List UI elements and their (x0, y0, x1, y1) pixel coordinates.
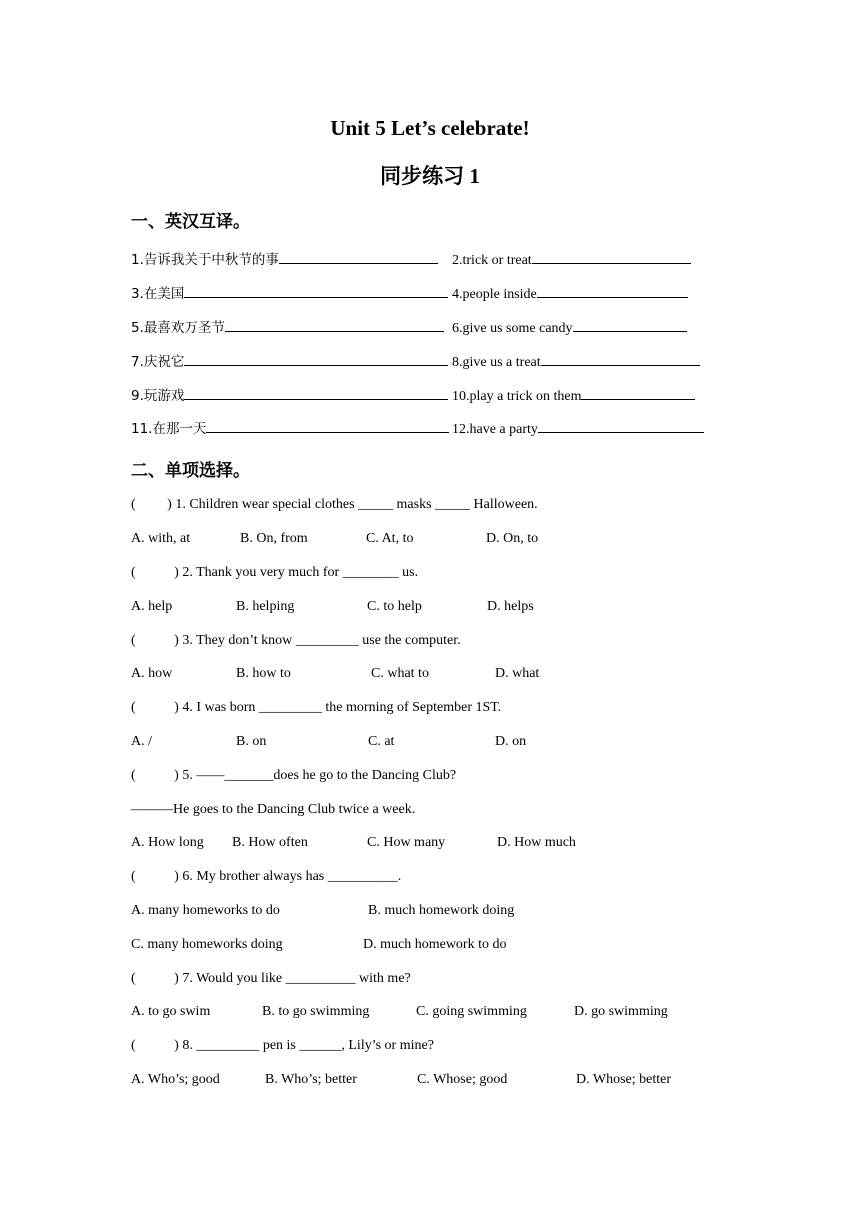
option-c: C. Whose; good (417, 1072, 508, 1087)
item-text: 9.玩游戏 (131, 388, 185, 404)
list-item (452, 419, 704, 437)
option-d: D. go swimming (574, 1004, 668, 1019)
option-c: C. How many (367, 835, 446, 850)
option-c: C. At, to (366, 531, 414, 546)
item-text: 2.trick or treat (452, 253, 532, 268)
question-1: ( ) 1. Children wear special clothes _____ masks _____ Halloween. (131, 497, 538, 512)
item-text: 10.play a trick on them (452, 389, 582, 404)
section-2-heading: 二、单项选择。 (131, 461, 250, 481)
question-4: ( ) 4. I was born _________ the morning of September 1ST. (131, 700, 502, 715)
item-text: 8.give us a treat (452, 355, 541, 370)
option-a: A. / (131, 734, 152, 749)
list-item (131, 250, 438, 268)
list-item (131, 419, 449, 437)
page-subtitle: 同步练习 1 (380, 164, 480, 188)
answer-blank (537, 284, 688, 298)
item-text: 5.最喜欢万圣节 (131, 320, 225, 336)
answer-blank (184, 352, 448, 366)
answer-blank (279, 250, 438, 264)
answer-blank (225, 318, 444, 332)
answer-blank (184, 284, 448, 298)
option-a: A. How long (131, 835, 204, 850)
list-item (131, 386, 448, 404)
option-d: D. helps (487, 599, 534, 614)
option-d: D. what (495, 666, 540, 681)
option-d: D. much homework to do (363, 937, 507, 952)
list-item (452, 386, 695, 404)
option-a: A. Who’s; good (131, 1072, 220, 1087)
section-1-heading: 一、英汉互译。 (131, 212, 250, 232)
item-text: 1.告诉我关于中秋节的事 (131, 252, 279, 268)
option-a: A. with, at (131, 531, 191, 546)
option-c: C. going swimming (416, 1004, 527, 1019)
option-b: B. how to (236, 666, 291, 681)
option-b: B. How often (232, 835, 308, 850)
answer-blank (581, 386, 695, 400)
question-3: ( ) 3. They don’t know _________ use the computer. (131, 633, 461, 648)
option-a: A. help (131, 599, 173, 614)
option-b: B. On, from (240, 531, 308, 546)
answer-blank (206, 419, 449, 433)
answer-blank (538, 419, 704, 433)
item-text: 4.people inside (452, 287, 537, 302)
option-d: D. On, to (486, 531, 539, 546)
question-6: ( ) 6. My brother always has __________. (131, 869, 402, 884)
question-5-answer: ———He goes to the Dancing Club twice a week. (131, 802, 416, 817)
list-item (452, 352, 700, 370)
question-5: ( ) 5. ——_______does he go to the Dancing Club? (131, 768, 457, 783)
option-a: A. to go swim (131, 1004, 211, 1019)
option-c: C. what to (371, 666, 429, 681)
option-d: D. Whose; better (576, 1072, 671, 1087)
option-b: B. much homework doing (368, 903, 515, 918)
list-item (452, 250, 691, 268)
item-text: 3.在美国 (131, 286, 185, 302)
option-c: C. many homeworks doing (131, 937, 283, 952)
option-b: B. on (236, 734, 267, 749)
answer-blank (541, 352, 700, 366)
question-2: ( ) 2. Thank you very much for ________ us. (131, 565, 419, 580)
page-title: Unit 5 Let’s celebrate! (330, 116, 530, 140)
option-d: D. on (495, 734, 527, 749)
option-a: A. how (131, 666, 173, 681)
list-item (452, 284, 688, 302)
answer-blank (184, 386, 448, 400)
item-text: 11.在那一天 (131, 421, 207, 437)
item-text: 6.give us some candy (452, 321, 573, 336)
item-text: 7.庆祝它 (131, 354, 185, 370)
question-8: ( ) 8. _________ pen is ______, Lily’s or mine? (131, 1038, 434, 1053)
question-7: ( ) 7. Would you like __________ with me? (131, 971, 411, 986)
option-b: B. to go swimming (262, 1004, 370, 1019)
list-item (452, 318, 687, 336)
answer-blank (573, 318, 687, 332)
list-item (131, 284, 448, 302)
list-item (131, 318, 444, 336)
answer-blank (532, 250, 691, 264)
option-c: C. to help (367, 599, 422, 614)
option-c: C. at (368, 734, 395, 749)
list-item (131, 352, 448, 370)
item-text: 12.have a party (452, 422, 538, 437)
option-d: D. How much (497, 835, 576, 850)
option-b: B. Who’s; better (265, 1072, 357, 1087)
option-a: A. many homeworks to do (131, 903, 280, 918)
option-b: B. helping (236, 599, 295, 614)
